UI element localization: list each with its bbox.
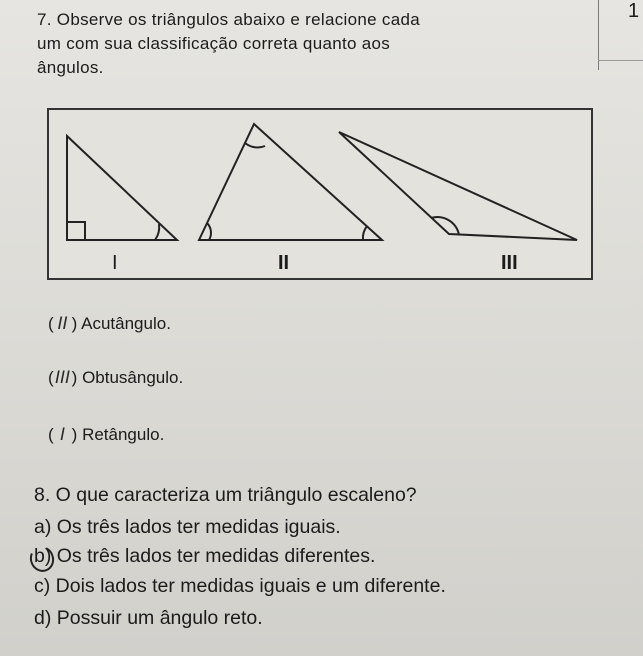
handwritten-answer: III <box>55 368 71 388</box>
answer-a: a) Os três lados ter medidas iguais. <box>34 516 341 538</box>
question-7-line: ângulos. <box>37 58 104 77</box>
triangles-figure <box>47 108 593 280</box>
margin-line <box>598 60 643 61</box>
question-7-text <box>37 8 592 80</box>
handwritten-answer: II <box>57 314 68 334</box>
page-number: 1 <box>628 0 640 22</box>
answer-d: d) Possuir um ângulo reto. <box>34 607 263 629</box>
angle-arc <box>155 224 159 240</box>
triangle-label-i: I <box>112 252 118 274</box>
option-acute: ( II ) Acutângulo. <box>48 314 171 334</box>
option-text: Acutângulo. <box>81 314 171 333</box>
angle-arc <box>207 223 211 240</box>
option-text: Obtusângulo. <box>82 368 184 387</box>
option-right: ( I ) Retângulo. <box>48 425 165 445</box>
triangle-right <box>67 136 177 240</box>
question-7-line: um com sua classificação correta quanto aos <box>37 34 391 53</box>
option-text: Retângulo. <box>82 425 165 444</box>
triangle-label-iii: III <box>501 252 518 274</box>
right-angle-mark <box>67 222 85 240</box>
question-7-line: 7. Observe os triângulos abaixo e relacione cada <box>37 10 420 29</box>
option-obtuse: (III) Obtusângulo. <box>48 368 184 388</box>
answer-b: b) Os três lados ter medidas diferentes. <box>34 545 376 567</box>
triangle-acute <box>199 124 382 240</box>
angle-arc <box>245 143 265 147</box>
answer-c: c) Dois lados ter medidas iguais e um diferente. <box>34 575 446 597</box>
angle-arc <box>431 217 459 235</box>
angle-arc <box>363 226 367 240</box>
handwritten-answer: I <box>60 425 66 445</box>
question-8-prompt: 8. O que caracteriza um triângulo escaleno? <box>34 484 417 506</box>
triangle-label-ii: II <box>278 252 290 274</box>
triangle-obtuse <box>339 132 577 240</box>
